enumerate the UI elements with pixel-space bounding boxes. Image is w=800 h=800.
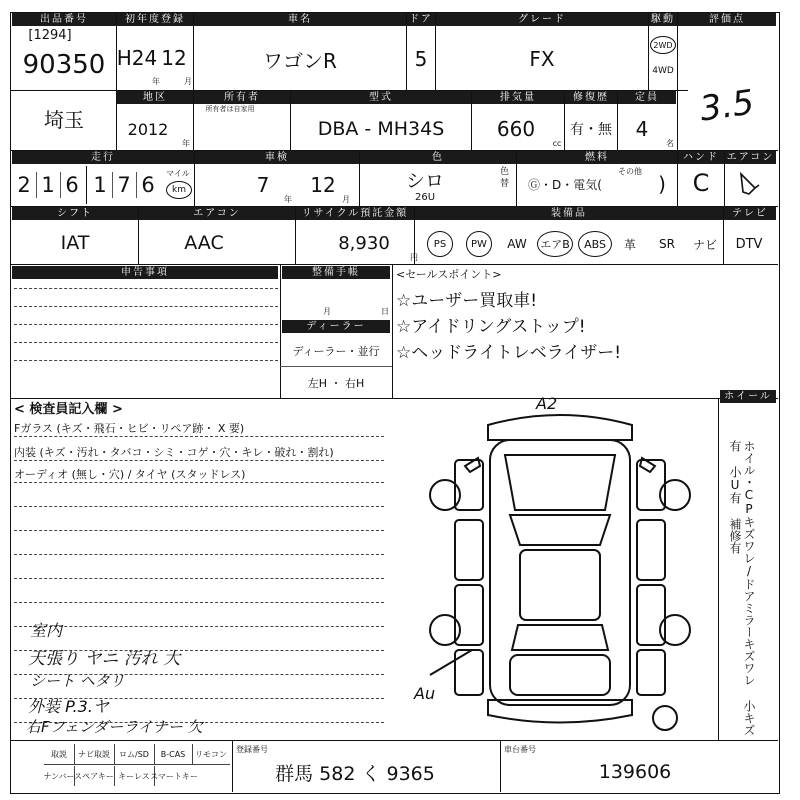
header-model: 型式 bbox=[291, 91, 471, 104]
header-trans: シフト bbox=[12, 207, 138, 220]
chassis-number: 139606 bbox=[598, 761, 672, 783]
equip-dtv: DTV bbox=[735, 236, 763, 252]
header-wheel-note: ホイール bbox=[720, 390, 776, 403]
equip-airbag: エアB bbox=[537, 231, 573, 257]
handwriting-line-1: 室内 bbox=[30, 621, 63, 640]
header-grade: グレード bbox=[436, 13, 648, 26]
plate-number: 群馬 582 く 9365 bbox=[275, 762, 435, 785]
displacement: 660 bbox=[496, 117, 536, 141]
sales-point-2: ☆アイドリングストップ! bbox=[396, 317, 586, 337]
right-vertical-note: ホイル・CPキズワレ/ドアミラーキズワレ 小キズ有 小U有 補修有 bbox=[728, 440, 756, 736]
handwriting-line-2: 天張り ヤニ 汚れ 大 bbox=[28, 649, 181, 669]
mileage-unit-mile: マイル bbox=[166, 168, 190, 178]
sales-point-1: ☆ユーザー買取車! bbox=[396, 291, 538, 311]
header-drive: 駆動 bbox=[651, 14, 675, 25]
equip-aw: AW bbox=[507, 237, 527, 251]
header-ownership: 所有者 bbox=[194, 91, 290, 104]
inspector-title: < 検査員記入欄 > bbox=[14, 402, 123, 417]
transmission: IAT bbox=[60, 232, 90, 254]
color: シロ bbox=[405, 169, 444, 192]
sales-header: <セールスポイント> bbox=[396, 268, 502, 281]
header-ac: エアコン bbox=[139, 207, 295, 220]
score-handwritten: 3.5 bbox=[697, 82, 757, 130]
header-lot: 出品番号 bbox=[12, 13, 116, 26]
year-label-3: 年 bbox=[284, 194, 292, 204]
handwriting-line-5: 右Fフェンダーライナー 欠 bbox=[26, 718, 203, 736]
header-aircon: エアコン bbox=[726, 152, 775, 163]
header-equipment: 装備品 bbox=[415, 207, 723, 220]
equip-leather: 革 bbox=[623, 237, 636, 252]
equip-ps: PS bbox=[427, 231, 453, 257]
inspector-line-interior: 内装 (キズ・汚れ・タバコ・シミ・コゲ・穴・キレ・破れ・割れ) bbox=[14, 446, 334, 459]
sales-point-3: ☆ヘッドライトレベライザー! bbox=[396, 343, 622, 363]
header-dealer: ディーラー bbox=[282, 320, 390, 333]
diagram-mark-front: A2 bbox=[536, 394, 558, 413]
mileage-digit-5: 7 bbox=[117, 173, 131, 197]
handwriting-line-3: シート ヘタリ bbox=[30, 672, 125, 690]
header-repair: 修復歴 bbox=[565, 91, 617, 104]
car-name: ワゴンR bbox=[263, 48, 337, 73]
first-reg-era: H24 bbox=[116, 46, 158, 70]
first-reg-month: 12 bbox=[161, 46, 187, 70]
area: 埼玉 bbox=[44, 107, 84, 132]
month-label-3: 月 bbox=[342, 194, 350, 204]
fuel-options: Ⓖ・D・電気( bbox=[528, 177, 602, 192]
shaken-year: 7 bbox=[256, 173, 270, 197]
header-tv: テレビ bbox=[724, 207, 776, 220]
inspector-line-glass: Fガラス (キズ・飛石・ヒビ・リペア跡・ X 要) bbox=[14, 422, 245, 435]
mileage-digit-6: 6 bbox=[141, 173, 155, 197]
plate-label: 登録番号 bbox=[236, 745, 268, 754]
header-hand-drive: ハンド bbox=[678, 151, 724, 164]
dealer-option: ディーラー・並行 bbox=[292, 345, 380, 358]
equip-list-smart-key: スマートキー bbox=[150, 771, 198, 781]
header-mileage: 走行 bbox=[12, 151, 194, 164]
model-code: DBA - MH34S bbox=[317, 118, 445, 140]
mileage-digit-3: 6 bbox=[65, 173, 79, 197]
mileage-digit-4: 1 bbox=[93, 173, 107, 197]
year-label-2: 年 bbox=[182, 138, 190, 148]
mileage-digit-1: 2 bbox=[17, 173, 31, 197]
handwriting-line-4: 外装 P.3.ヤ bbox=[28, 697, 109, 716]
header-area: 地区 bbox=[117, 91, 193, 104]
yen-label: 円 bbox=[410, 252, 418, 262]
repair-options: 有・無 bbox=[570, 122, 612, 138]
mileage-digit-2: 1 bbox=[41, 173, 55, 197]
equip-list-bcas: B-CAS bbox=[154, 744, 193, 765]
recycle-fee: 8,930 bbox=[338, 232, 390, 254]
record-month-label: 月 bbox=[323, 306, 331, 316]
grade: FX bbox=[529, 47, 555, 71]
header-score: 評価点 bbox=[678, 13, 776, 26]
month-label-1: 月 bbox=[184, 76, 192, 86]
header-doors: ドア bbox=[407, 13, 435, 26]
header-capacity: 定員 bbox=[618, 91, 676, 104]
fuel-other-label: その他 bbox=[618, 166, 642, 176]
equip-list-keyless: キーレス bbox=[114, 766, 155, 786]
color-change-label: 色替 bbox=[500, 167, 510, 189]
header-sales-note: 申告事項 bbox=[12, 266, 278, 279]
drive-2wd: 2WD bbox=[650, 36, 676, 54]
color-code: 26U bbox=[414, 191, 436, 203]
record-day-label: 日 bbox=[381, 306, 389, 316]
equip-navi: ナビ bbox=[692, 237, 717, 252]
header-shaken: 車検 bbox=[195, 151, 359, 164]
equip-list-number: ナンバー bbox=[44, 766, 75, 786]
hand-option: 左H ・ 右H bbox=[307, 377, 365, 390]
car-diagram bbox=[410, 400, 710, 740]
diagram-mark-left: Au bbox=[414, 684, 436, 703]
hand-drive-mark: C bbox=[692, 169, 710, 197]
doors: 5 bbox=[414, 47, 428, 71]
model-year: 2012 bbox=[127, 119, 169, 139]
year-label-1: 年 bbox=[152, 76, 160, 86]
equip-pw: PW bbox=[466, 231, 492, 257]
equip-abs: ABS bbox=[578, 231, 612, 257]
cc-label: cc bbox=[552, 138, 562, 148]
equip-list-grid bbox=[44, 744, 232, 788]
inspector-line-audio: オーディオ (無し・穴) / タイヤ (スタッドレス) bbox=[14, 468, 246, 481]
lot-number: 90350 bbox=[22, 50, 106, 80]
capacity-unit: 名 bbox=[666, 138, 674, 148]
header-displacement: 排気量 bbox=[472, 91, 564, 104]
lot-sub: [1294] bbox=[28, 27, 72, 43]
mileage-unit-km: km bbox=[166, 181, 192, 199]
equip-list-rom-sd: ロム/SD bbox=[114, 744, 155, 765]
header-color: 色 bbox=[360, 151, 516, 164]
shaken-month: 12 bbox=[310, 173, 336, 197]
header-fuel: 燃料 bbox=[517, 151, 677, 164]
fuel-close: ) bbox=[658, 172, 666, 196]
header-record-book: 整備手帳 bbox=[282, 266, 390, 279]
drive-4wd: 4WD bbox=[652, 66, 674, 76]
aircon-type: AAC bbox=[184, 232, 224, 254]
header-first-reg: 初年度登録 bbox=[117, 13, 193, 26]
equip-list-spare-key: スペアキー bbox=[74, 766, 115, 786]
equip-list-manual: 取説 bbox=[44, 744, 75, 765]
header-car-name: 車名 bbox=[194, 13, 406, 26]
equip-list-remote: リモコン bbox=[192, 744, 230, 765]
equip-list-navi-manual: ナビ取説 bbox=[74, 744, 115, 765]
capacity: 4 bbox=[635, 117, 649, 141]
chassis-label: 車台番号 bbox=[504, 745, 536, 754]
aircon-check-mark bbox=[735, 170, 765, 200]
header-recycle: リサイクル預託金額 bbox=[296, 207, 414, 220]
owner-note: 所有者は自家用 bbox=[205, 105, 255, 113]
equip-sunroof: SR bbox=[659, 237, 675, 251]
